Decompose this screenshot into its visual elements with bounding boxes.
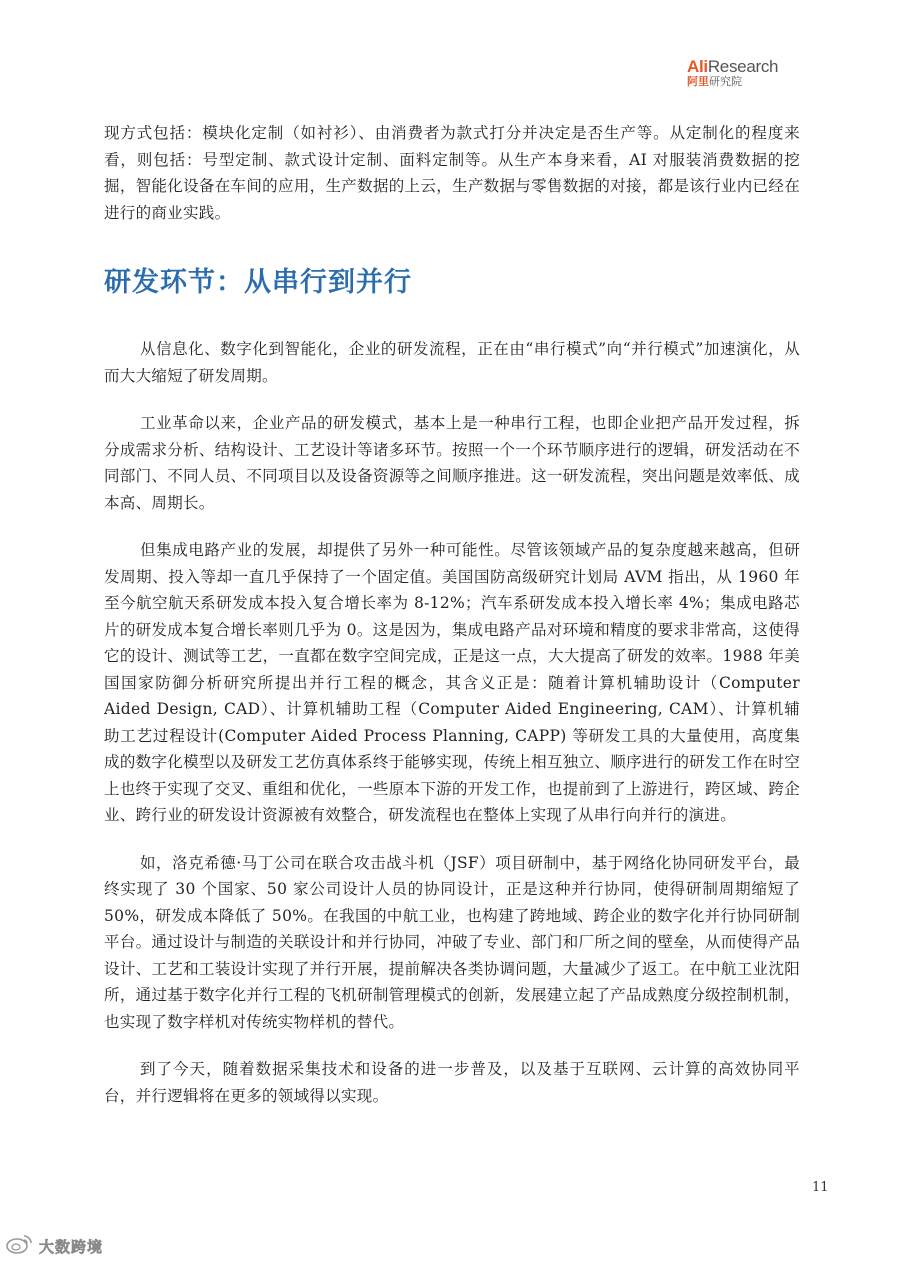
logo-sub-institute: 研究院 bbox=[709, 75, 742, 88]
watermark-text: 大数跨境 bbox=[39, 1237, 104, 1256]
logo-research: Research bbox=[707, 57, 779, 76]
paragraph: 到了今天，随着数据采集技术和设备的进一步普及，以及基于互联网、云计算的高效协同平台，并行逻辑将在更多的领域得以实现。 bbox=[104, 1060, 800, 1105]
weibo-logo-icon bbox=[6, 1233, 34, 1259]
paragraph: 但集成电路产业的发展，却提供了另外一种可能性。尽管该领域产品的复杂度越来越高，但研发周期、投入等却一直几乎保持了一个固定值。美国国防高级研究计划局 AVM 指出，从 1960 年至今航空航天系研发成本投入复合增长率为 8-12%；汽车系研发成本投入增长率 4%；集成电路芯片的研发成本复合增长率则几乎为 0。这是因为，集成电路产品对环境和精度的要求非常高，这使得它的设计、测试等工艺，一直都在数字空间完成，正是这一点，大大提高了研发的效率。1988 年美国国家防御分析研究所提出并行工程的概念，其含义正是：随着计算机辅助设计（Computer Aided Design, CAD）、计算机辅助工程（Computer Aided Engineering, CAM）、计算机辅助工艺过程设计(Computer Aided Process Planning, CAPP) 等研发工具的大量使用，高度集成的数字化模型以及研发工艺仿真体系终于能够实现，传统上相互独立、顺序进行的研发工作在时空上也终于实现了交叉、重组和优化，一些原本下游的开发工作，也提前到了上游进行，跨区域、跨企业、跨行业的研发设计资源被有效整合，研发流程也在整体上实现了从串行向并行的演进。 bbox=[104, 541, 800, 824]
paragraph-intro-continuation: 现方式包括：模块化定制（如衬衫）、由消费者为款式打分并决定是否生产等。从定制化的程度来看，则包括：号型定制、款式设计定制、面料定制等。从生产本身来看，AI 对服装消费数据的挖掘，智能化设备在车间的应用，生产数据的上云，生产数据与零售数据的对接，都是该行业内已经在进行的商业实践。 bbox=[104, 124, 800, 222]
aliresearch-logo bbox=[687, 58, 807, 88]
logo-subtitle bbox=[687, 76, 807, 88]
paragraph: 从信息化、数字化到智能化，企业的研发流程，正在由“串行模式”向“并行模式”加速演化，从而大大缩短了研发周期。 bbox=[104, 340, 800, 385]
logo-wordmark bbox=[687, 58, 807, 76]
section-heading: 研发环节：从串行到并行 bbox=[104, 267, 412, 298]
paragraph: 如，洛克希德·马丁公司在联合攻击战斗机（JSF）项目研制中，基于网络化协同研发平台，最终实现了 30 个国家、50 家公司设计人员的协同设计，正是这种并行协同，使得研制周期缩短了 50%，研发成本降低了 50%。在我国的中航工业，也构建了跨地域、跨企业的数字化并行协同研制平台。通过设计与制造的关联设计和并行协同，冲破了专业、部门和厂所之间的壁垒，从而使得产品设计、工艺和工装设计实现了并行开展，提前解决各类协调问题，大量减少了返工。在中航工业沈阳所，通过基于数字化并行工程的飞机研制管理模式的创新，发展建立起了产品成熟度分级控制机制，也实现了数字样机对传统实物样机的替代。 bbox=[104, 853, 800, 1031]
paragraph: 工业革命以来，企业产品的研发模式，基本上是一种串行工程，也即企业把产品开发过程，拆分成需求分析、结构设计、工艺设计等诸多环节。按照一个一个环节顺序进行的逻辑，研发活动在不同部门、不同人员、不同项目以及设备资源等之间顺序推进。这一研发流程，突出问题是效率低、成本高、周期长。 bbox=[104, 414, 800, 512]
watermark bbox=[6, 1233, 103, 1259]
page-body bbox=[104, 120, 800, 1109]
logo-sub-ali: 阿里 bbox=[687, 75, 709, 88]
logo-ali: Ali bbox=[687, 57, 708, 76]
page-number: 11 bbox=[812, 1180, 829, 1195]
